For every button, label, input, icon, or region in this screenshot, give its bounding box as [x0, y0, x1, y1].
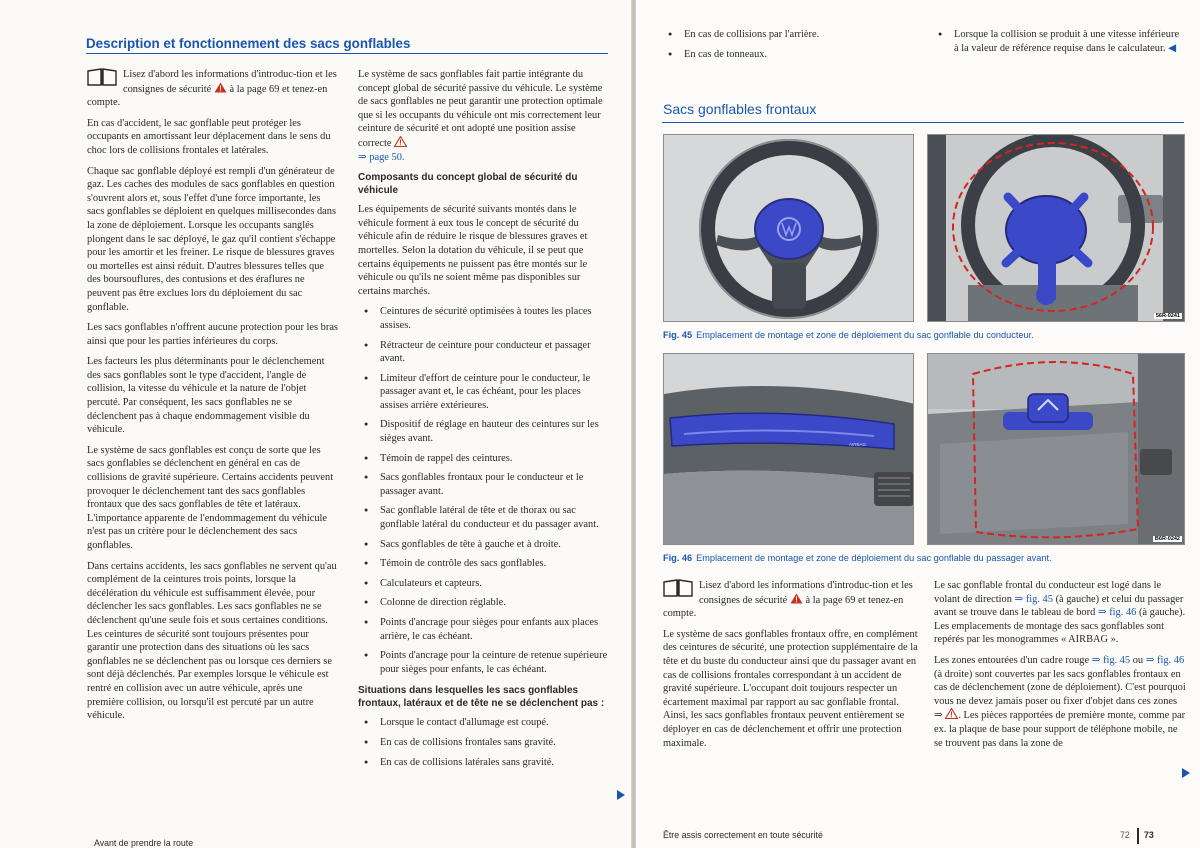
book-icon [663, 579, 693, 597]
continue-arrow-icon [1182, 768, 1190, 778]
dashboard-illustration [664, 354, 914, 545]
list-item: ● En cas de collisions frontales sans gravité. [358, 736, 609, 750]
figure-45-right-image [927, 134, 1185, 322]
book-icon [87, 68, 117, 86]
driver-airbag-zone-illustration [928, 135, 1185, 322]
right-page [636, 0, 1200, 848]
list-item: ● En cas de collisions latérales sans gravité. [358, 756, 609, 770]
list-item: ● Calculateurs et capteurs. [358, 577, 609, 591]
paragraph: Les équipements de sécurité suivants montés dans le véhicule forment à eux tous le concept de sécurité du véhicule afin de réduire le risque de blessures graves et mortelles. Selon la dotation du véhicule, il se peut que certains équipements ne puissent pas être montés sur le véhicule ou qu'ils ne soient même pas disponibles sur certains marchés. [358, 204, 588, 297]
right-column-2 [934, 579, 1186, 757]
figure-45-link[interactable]: ⇒ fig. 45 [1014, 593, 1053, 605]
paragraph: En cas d'accident, le sac gonflable peut protéger les occupants en amortissant leur déplacement dans le sens du choc lors de collisions frontales et latérales. [87, 117, 331, 156]
subheading: Situations dans lesquelles les sacs gonflables frontaux, latéraux et de tête ne se déclenchent pas : [358, 685, 605, 710]
warning-icon [945, 708, 958, 719]
page-reference-link[interactable]: ⇒ page 50. [358, 151, 405, 163]
airbag-monogram: AIRBAG [849, 442, 867, 447]
figure-code: B6R-0242 [1154, 536, 1180, 542]
paragraph: Les zones entourées d'un cadre rouge ⇒ fig. 45 ou ⇒ fig. 46 (à droite) sont couvertes par les sacs gonflables frontaux en cas de déclenchement (zone de déploiement). C'est pourquoi vous ne devez jamais poser ou fixer d'objet dans ces zones ⇒ . Les pièces rapportées de première monte, comme par ex. la plaque de base pour support de téléphone mobile, ne se trouvent pas dans la zone de [934, 654, 1186, 749]
list-item: ● Lorsque la collision se produit à une vitesse inférieure à la valeur de référence requise dans le calculateur. ◀ [932, 28, 1182, 55]
list-item: ● En cas de tonneaux. [662, 48, 902, 62]
title-rule [86, 53, 608, 54]
list-item: ● Colonne de direction réglable. [358, 596, 609, 610]
subheading: Composants du concept global de sécurité du véhicule [358, 172, 578, 197]
warning-icon [214, 82, 227, 93]
paragraph: Les facteurs les plus déterminants pour le déclenchement des sacs gonflables sont le type d'accident, l'angle de collision, la vitesse du véhicule et la nature de l'objet percuté. Par conséquent, les sacs gonflables ne se déclenchent pas à chaque endommagement visible du véhicule. [87, 356, 325, 436]
list-item: ● Points d'ancrage pour sièges pour enfants aux places arrière, le cas échéant. [358, 616, 609, 643]
list-item: ● Sacs gonflables de tête à gauche et à droite. [358, 538, 609, 552]
safety-components-list [358, 305, 609, 676]
paragraph: Chaque sac gonflable déployé est rempli d'un générateur de gaz. Les caches des modules de sacs gonflables en question s'ouvrent alors et, sous l'effet d'une force importante, les sacs gonflables se déploient en quelques millisecondes dans la zone de déploiement. Lorsque les occupants sanglés plongent dans le sac déployé, le gaz qu'il contient s'échappe pour les amortir et les freiner. Le risque de blessures graves ou mortelles est ainsi réduit. D'autres blessures telles que des boursouflures, des contusions et des éraflures ne peuvent pas être exclues lors du déploiement du sac gonflable. [87, 165, 337, 313]
list-item: ● Points d'ancrage pour la ceinture de retenue supérieure pour sièges pour enfants, le cas échéant. [358, 649, 609, 676]
list-item: ● Témoin de rappel des ceintures. [358, 452, 609, 466]
intro-note: Lisez d'abord les informations d'introduc-tion et les consignes de sécurité à la page 69 et tenez-en compte. [663, 580, 913, 620]
page-number-left: 72 [1120, 830, 1130, 840]
list-item: ● Sac gonflable latéral de tête et de thorax ou sac gonflable latéral du conducteur et du passager avant. [358, 504, 609, 531]
left-column-1 [87, 68, 340, 730]
figure-45-caption: Fig. 45 Emplacement de montage et zone de déploiement du sac gonflable du conducteur. [663, 330, 1034, 340]
paragraph: Les sacs gonflables n'offrent aucune protection pour les bras ainsi que pour les parties inférieures du corps. [87, 322, 338, 347]
intro-note: Lisez d'abord les informations d'introduc-tion et les consignes de sécurité à la page 69 et tenez-en compte. [87, 69, 337, 109]
list-item: ● Lorsque le contact d'allumage est coupé. [358, 716, 609, 730]
paragraph: Dans certains accidents, les sacs gonflables ne servent qu'au complément de la ceintures trois points, lorsque la décélération du véhicule est suffisamment élevée, pour déclencher les sacs gonflables. Les sacs gonflables ne se déclenchent qu'une seule fois et sous certaines conditions. Les ceintures de sécurité sont toujours présentes pour garantir une protection dans des situations où les sacs gonflables ne se déclenchent pas ou lorsque ces derniers se sont déjà déclenchés. Par exemples lorsque le véhicule est rentré en collision avec un autre véhicule, après une première collision, ou lorsqu'il est percuté par un autre véhicule. [87, 560, 337, 722]
right-column-1 [663, 579, 918, 757]
passenger-airbag-zone-illustration [928, 354, 1185, 545]
list-item: ● Rétracteur de ceinture pour conducteur et passager avant. [358, 339, 609, 366]
list-item: ● En cas de collisions par l'arrière. [662, 28, 902, 42]
steering-wheel-illustration [664, 135, 914, 322]
right-top-list-left [662, 28, 902, 67]
paragraph: Le système de sacs gonflables fait partie intégrante du concept global de sécurité passive du véhicule. Le système de sacs gonflables ne peut garantir une protection optimale que si les occupants du véhicule ont mis correctement leur ceinture de sécurité et ont adopté une position assise correcte ⇒ page 50. [358, 69, 603, 163]
list-item: ● Ceintures de sécurité optimisées à toutes les places assises. [358, 305, 609, 332]
paragraph: Le système de sacs gonflables frontaux offre, en complément des ceintures de sécurité, une protection supplémentaire de la tête et du buste du conducteur ainsi que du passager avant en cas de collisions frontales correspondant à un accident de gravité supérieure. L'occupant doit toujours respecter un écartement maximal par rapport au sac gonflable frontal. Ainsi, les sacs gonflables frontaux peuvent entièrement se déployer en cas de déclenchement et offrir une protection maximale. [663, 628, 918, 749]
figure-46-caption: Fig. 46 Emplacement de montage et zone de déploiement du sac gonflable du passager avant. [663, 553, 1052, 563]
page-number-divider [1137, 828, 1139, 844]
list-item: ● Limiteur d'effort de ceinture pour le conducteur, le passager avant et, le cas échéant, pour les places assises arrière extérieures. [358, 372, 609, 413]
footer-chapter: Être assis correctement en toute sécurité [663, 830, 823, 840]
title-rule [662, 122, 1184, 123]
figure-45-left-image [663, 134, 914, 322]
right-top-list-right [932, 28, 1182, 61]
list-item: ● Témoin de contrôle des sacs gonflables. [358, 557, 609, 571]
section-title: Description et fonctionnement des sacs gonflables [86, 36, 411, 51]
left-column-2 [358, 68, 609, 775]
footer-chapter: Avant de prendre la route [94, 838, 194, 848]
section-title: Sacs gonflables frontaux [663, 101, 817, 117]
figure-46-link[interactable]: ⇒ fig. 46 [1097, 607, 1137, 619]
warning-icon [790, 593, 803, 604]
figure-code: 56R-0241 [1155, 313, 1180, 319]
paragraph: Le système de sacs gonflables est conçu de sorte que les sacs gonflables se déclenchent en général en cas de collisions de gravité supérieure. Certains accidents peuvent provoquer le déclenchement tant des sacs gonflables frontaux que des sacs gonflables de tête et latéraux. L'importance apparente de l'endommagement du véhicule n'est pas un critère pour le déclenchement des sacs gonflables. [87, 444, 334, 551]
warning-icon [394, 136, 407, 147]
list-item: ● Dispositif de réglage en hauteur des ceintures sur les sièges avant. [358, 418, 609, 445]
figure-46-link[interactable]: ⇒ fig. 46 [1145, 654, 1185, 666]
page-number-right: 73 [1144, 830, 1154, 840]
figure-46-right-image [927, 353, 1185, 545]
list-item: ● Sacs gonflables frontaux pour le conducteur et le passager avant. [358, 471, 609, 498]
paragraph: Le sac gonflable frontal du conducteur est logé dans le volant de direction ⇒ fig. 45 (à gauche) et celui du passager avant se trouve dans le tableau de bord ⇒ fig. 46 (à gauche). Les emplacements de montage des sacs gonflables sont repérés par les monogrammes « AIRBAG ». [934, 580, 1186, 646]
figure-46-left-image [663, 353, 914, 545]
non-deployment-list [358, 716, 609, 769]
figure-45-link[interactable]: ⇒ fig. 45 [1091, 654, 1131, 666]
continue-arrow-icon [617, 790, 625, 800]
